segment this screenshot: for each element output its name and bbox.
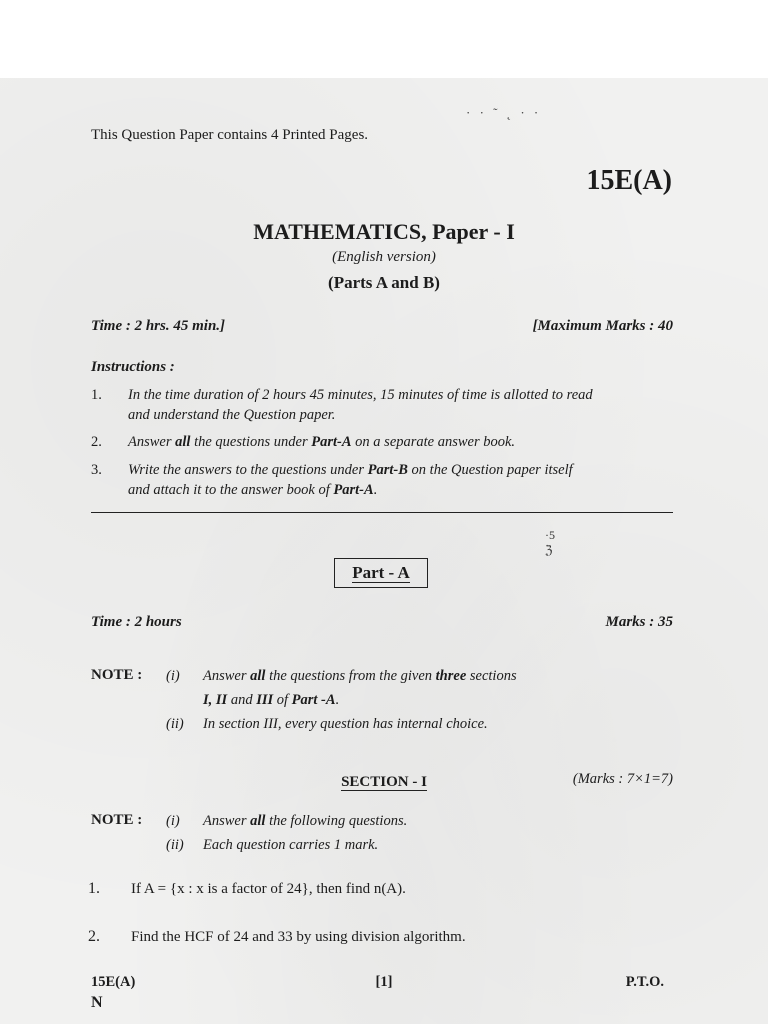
- note-text-part: the following questions.: [265, 813, 408, 829]
- instruction-number: 3.: [91, 462, 102, 478]
- instruction-item: [91, 432, 676, 452]
- note-emphasis: all: [250, 813, 266, 829]
- max-marks: [Maximum Marks : 40: [532, 318, 673, 334]
- note-text-part: Answer: [203, 668, 251, 684]
- note-text-part: the questions from the given: [265, 668, 436, 684]
- note-text: [203, 809, 407, 833]
- instruction-text: In the time duration of 2 hours 45 minutes, 15 minutes of time is allotted to read: [128, 387, 593, 403]
- section-title: SECTION - I: [341, 774, 427, 790]
- question-text: If A = {x : x is a factor of 24}, then find n(A).: [131, 881, 406, 897]
- note-label: NOTE :: [91, 667, 143, 683]
- note-text-part: sections: [466, 668, 517, 684]
- note-text-part: of: [273, 692, 292, 708]
- instruction-emphasis: Part-B: [367, 462, 408, 478]
- instruction-text: .: [373, 482, 378, 498]
- instruction-emphasis: Part-A: [311, 434, 352, 450]
- exam-info-row: [91, 318, 673, 335]
- note-emphasis: Part -A: [291, 692, 336, 708]
- note-emphasis: all: [250, 668, 266, 684]
- note-label: NOTE :: [91, 812, 143, 828]
- divider-line: [91, 512, 673, 513]
- note-sub-number: (ii): [166, 716, 184, 732]
- part-a-heading-box: [334, 558, 428, 588]
- instruction-text: and understand the Question paper.: [128, 407, 336, 423]
- handwritten-mark: ·5 ℨ: [545, 528, 555, 557]
- please-turn-over: P.T.O.: [625, 974, 664, 990]
- note-sub-number: (i): [166, 668, 180, 684]
- question-number: 1.: [88, 880, 100, 897]
- note-emphasis: I, II: [203, 692, 228, 708]
- note-emphasis: III: [256, 692, 274, 708]
- instruction-text: Write the answers to the questions under: [128, 462, 368, 478]
- paper-version: (English version): [332, 249, 436, 265]
- instruction-text: the questions under: [190, 434, 312, 450]
- note-sub-number: (ii): [166, 837, 184, 853]
- note-text: In section III, every question has internal choice.: [203, 716, 488, 732]
- question-text: Find the HCF of 24 and 33 by using division algorithm.: [131, 929, 466, 945]
- instruction-item: [91, 460, 676, 500]
- page-number: [1]: [375, 974, 393, 990]
- paper-code: 15E(A): [586, 165, 672, 196]
- instruction-text: Answer: [128, 434, 176, 450]
- instruction-number: 1.: [91, 387, 102, 403]
- instruction-text: on a separate answer book.: [351, 434, 516, 450]
- note-text-part: and: [227, 692, 257, 708]
- instruction-emphasis: all: [175, 434, 191, 450]
- instruction-item: [91, 385, 676, 425]
- section-marks: (Marks : 7×1=7): [572, 771, 673, 787]
- note-emphasis: three: [435, 668, 467, 684]
- handwritten-scribble: · · ˜ ˛ · ·: [466, 105, 542, 120]
- instruction-emphasis: Part-A: [333, 482, 374, 498]
- note-text: Each question carries 1 mark.: [203, 837, 379, 853]
- part-a-time: Time : 2 hours: [91, 614, 182, 630]
- instruction-text: and attach it to the answer book of: [128, 482, 334, 498]
- note-text-part: .: [335, 692, 340, 708]
- note-sub-number: (i): [166, 813, 180, 829]
- part-a-info-row: [91, 614, 673, 631]
- instruction-text: on the Question paper itself: [407, 462, 573, 478]
- instructions-heading: Instructions :: [91, 359, 175, 375]
- question-number: 2.: [88, 928, 100, 945]
- paper-parts: (Parts A and B): [328, 273, 440, 292]
- footer-letter: N: [91, 994, 103, 1011]
- note-text: [203, 664, 517, 712]
- part-a-label: Part - A: [352, 562, 410, 582]
- note-text-part: Answer: [203, 813, 251, 829]
- instruction-number: 2.: [91, 434, 102, 450]
- footer-code: 15E(A): [91, 974, 136, 990]
- total-time: Time : 2 hrs. 45 min.]: [91, 318, 226, 334]
- paper-title: MATHEMATICS, Paper - I: [253, 219, 515, 244]
- printed-pages-note: This Question Paper contains 4 Printed Pages.: [91, 127, 369, 143]
- part-a-marks: Marks : 35: [605, 614, 673, 630]
